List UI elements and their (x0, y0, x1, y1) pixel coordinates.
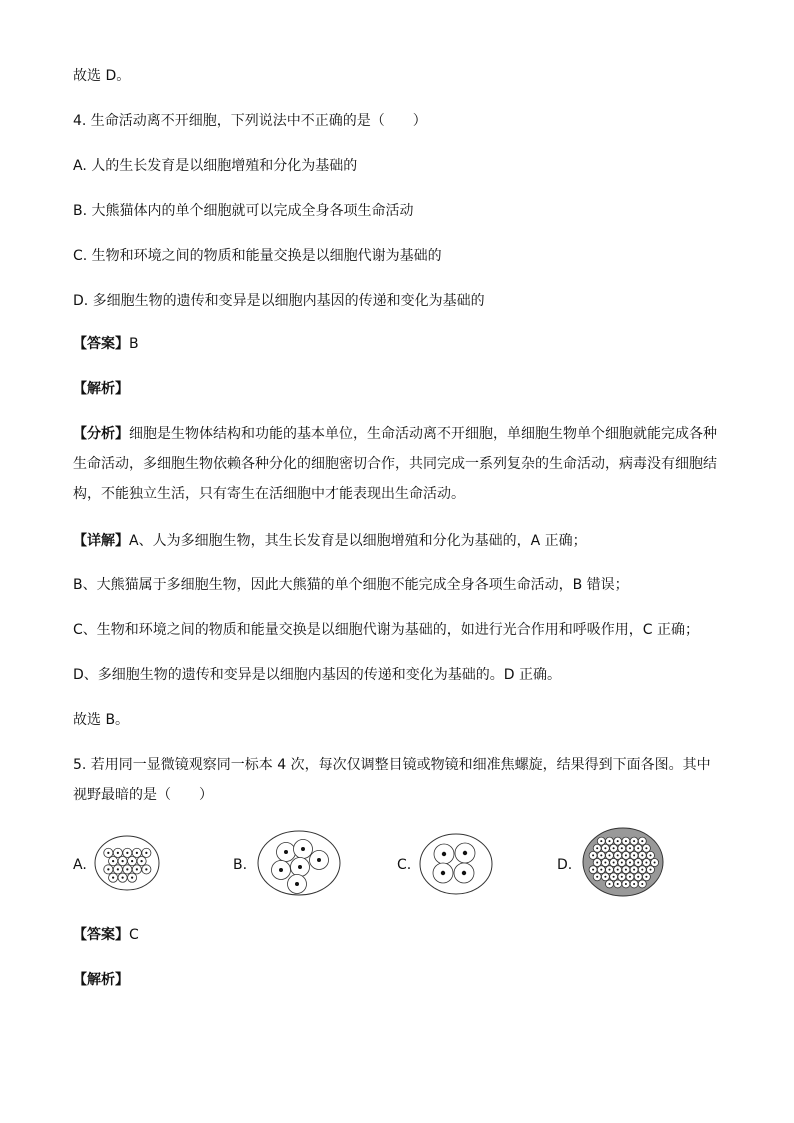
cell-nucleus (298, 865, 302, 869)
q4-fenxi-paragraph (73, 419, 723, 509)
answer-value: B (129, 336, 139, 352)
cell-nucleus (613, 862, 615, 864)
cell-nucleus (141, 860, 143, 862)
fenxi-tag: 【分析】 (73, 426, 129, 442)
cell-nucleus (617, 854, 619, 856)
cell-nucleus (637, 862, 639, 864)
cell-nucleus (629, 847, 631, 849)
cell-nucleus (645, 847, 647, 849)
q4-option-c: C. 生物和环境之间的物质和能量交换是以细胞代谢为基础的 (73, 248, 442, 264)
cell-nucleus (145, 852, 147, 854)
answer-value: C (129, 927, 139, 943)
cell-nucleus (442, 852, 446, 856)
cell-nucleus (463, 851, 467, 855)
cell-nucleus (600, 869, 602, 871)
q4-xiangjie-a (73, 531, 587, 551)
cell-nucleus (126, 868, 128, 870)
cell-nucleus (131, 860, 133, 862)
cell-nucleus (633, 883, 635, 885)
cell-nucleus (645, 862, 647, 864)
cell-nucleus (107, 852, 109, 854)
figure-a-microscope-view (92, 834, 162, 892)
cell-nucleus (625, 854, 627, 856)
q5-analysis-heading (73, 970, 129, 990)
analysis-tag: 【解析】 (73, 972, 129, 988)
cell-nucleus (596, 876, 598, 878)
q4-option-b: B. 大熊猫体内的单个细胞就可以完成全身各项生命活动 (73, 203, 414, 219)
cell-nucleus (131, 877, 133, 879)
figure-d-label: D. (557, 857, 573, 873)
cell-nucleus (604, 876, 606, 878)
cell-nucleus (629, 862, 631, 864)
cell-nucleus (613, 876, 615, 878)
cell-nucleus (596, 847, 598, 849)
cell-nucleus (654, 862, 656, 864)
cell-nucleus (625, 883, 627, 885)
cell-nucleus (617, 869, 619, 871)
cell-nucleus (621, 847, 623, 849)
cell-nucleus (317, 858, 321, 862)
cell-nucleus (117, 852, 119, 854)
figure-b-microscope-view (256, 829, 342, 897)
cell-nucleus (609, 840, 611, 842)
prev-conclusion: 故选 D。 (73, 68, 131, 84)
cell-nucleus (604, 862, 606, 864)
cell-nucleus (112, 877, 114, 879)
q4-answer (73, 334, 139, 354)
q4-xiangjie-d: D、多细胞生物的遗传和变异是以细胞内基因的传递和变化为基础的。D 正确。 (73, 667, 562, 683)
cell-nucleus (641, 869, 643, 871)
cell-nucleus (617, 840, 619, 842)
cell-nucleus (609, 854, 611, 856)
cell-nucleus (117, 868, 119, 870)
q4-conclusion: 故选 B。 (73, 712, 130, 728)
q4-xiangjie-c: C、生物和环境之间的物质和能量交换是以细胞代谢为基础的，如进行光合作用和呼吸作用，C 正确； (73, 622, 699, 638)
cell-nucleus (637, 847, 639, 849)
cell-nucleus (625, 869, 627, 871)
q4-analysis-heading (73, 379, 129, 399)
cell-nucleus (596, 862, 598, 864)
answer-tag: 【答案】 (73, 927, 129, 943)
cell-nucleus (625, 840, 627, 842)
cell-nucleus (279, 868, 283, 872)
cell-nucleus (609, 869, 611, 871)
cell-nucleus (617, 883, 619, 885)
cell-nucleus (122, 877, 124, 879)
cell-nucleus (629, 876, 631, 878)
cell-nucleus (600, 840, 602, 842)
figure-a-label: A. (73, 857, 87, 873)
cell-nucleus (301, 847, 305, 851)
answer-tag: 【答案】 (73, 336, 129, 352)
q5-stem: 5. 若用同一显微镜观察同一标本 4 次，每次仅调整目镜或物镜和细准焦螺旋，结果得到下面各图。其中视野最暗的是（ ） (73, 757, 711, 803)
cell-nucleus (145, 868, 147, 870)
xiangjie-a-text: A、人为多细胞生物，其生长发育是以细胞增殖和分化为基础的，A 正确； (129, 533, 587, 549)
cell-nucleus (650, 869, 652, 871)
figure-b-label: B. (233, 857, 248, 873)
cell-nucleus (641, 854, 643, 856)
cell-nucleus (112, 860, 114, 862)
cell-nucleus (650, 854, 652, 856)
cell-nucleus (637, 876, 639, 878)
cell-nucleus (613, 847, 615, 849)
analysis-tag: 【解析】 (73, 381, 129, 397)
cell-nucleus (633, 869, 635, 871)
cell-nucleus (641, 883, 643, 885)
cell-nucleus (609, 883, 611, 885)
cell-nucleus (600, 854, 602, 856)
q4-stem: 4. 生命活动离不开细胞，下列说法中不正确的是（ ） (73, 113, 427, 129)
cell-nucleus (592, 869, 594, 871)
fenxi-text: 细胞是生物体结构和功能的基本单位，生命活动离不开细胞，单细胞生物单个细胞就能完成各种生命活动，多细胞生物依赖各种分化的细胞密切合作，共同完成一系列复杂的生命活动，病毒没有细胞结构，不能独立生活，只有寄生在活细胞中才能表现出生命活动。 (73, 426, 717, 502)
cell-nucleus (621, 876, 623, 878)
cell-nucleus (633, 840, 635, 842)
cell-nucleus (136, 852, 138, 854)
xiangjie-tag: 【详解】 (73, 533, 129, 549)
cell-nucleus (295, 882, 299, 886)
q4-option-d: D. 多细胞生物的遗传和变异是以细胞内基因的传递和变化为基础的 (73, 293, 485, 309)
q4-xiangjie-b: B、大熊猫属于多细胞生物，因此大熊猫的单个细胞不能完成全身各项生命活动，B 错误； (73, 577, 629, 593)
figure-c-label: C. (397, 857, 412, 873)
cell-nucleus (641, 840, 643, 842)
cell-nucleus (284, 850, 288, 854)
cell-nucleus (136, 868, 138, 870)
figure-d-microscope-view (581, 826, 665, 898)
cell-nucleus (604, 847, 606, 849)
cell-nucleus (621, 862, 623, 864)
figure-c-microscope-view (418, 832, 494, 896)
cell-nucleus (126, 852, 128, 854)
cell-nucleus (645, 876, 647, 878)
cell-nucleus (462, 871, 466, 875)
cell-nucleus (107, 868, 109, 870)
cell-nucleus (122, 860, 124, 862)
cell-nucleus (592, 854, 594, 856)
q5-answer (73, 925, 139, 945)
cell-nucleus (633, 854, 635, 856)
cell-nucleus (441, 871, 445, 875)
q4-option-a: A. 人的生长发育是以细胞增殖和分化为基础的 (73, 158, 358, 174)
